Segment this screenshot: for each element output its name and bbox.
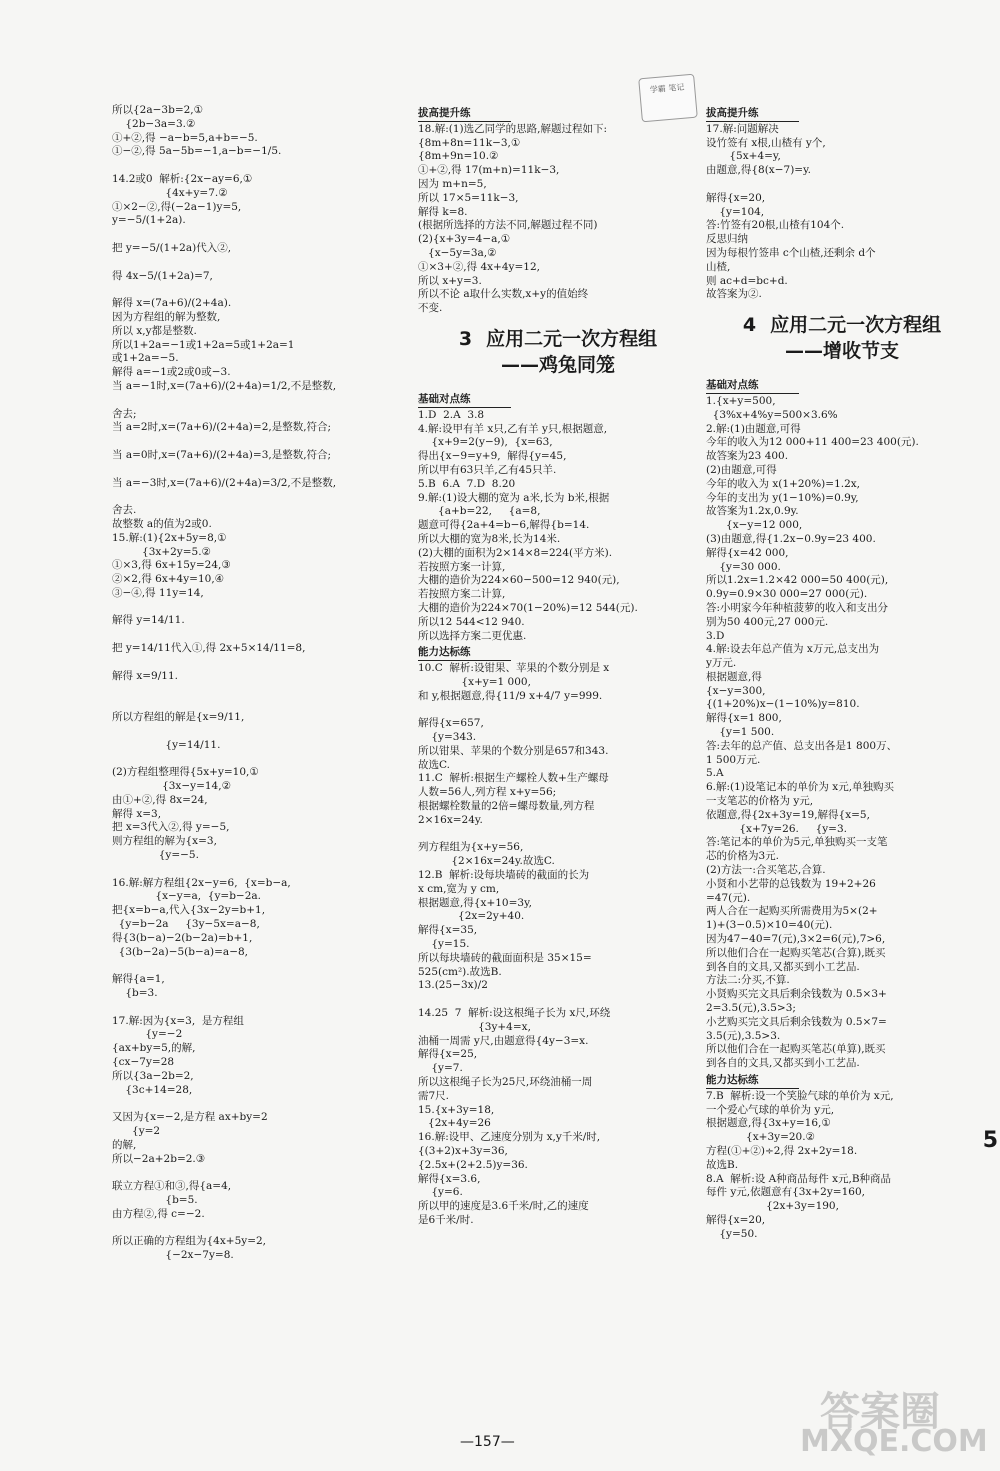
answer-line: {x−y=a, {y=b−2a. xyxy=(112,890,261,903)
answer-line: 8.A 解析:设 A种商品每件 x元,B种商品 xyxy=(706,1172,892,1185)
answer-line: 所以钳果、苹果的个数分别是657和343. xyxy=(418,744,609,757)
answer-line: 今年的支出为 y(1−10%)=0.9y, xyxy=(706,491,859,504)
answer-line: 所以他们合在一起购买笔芯(单算),既买 xyxy=(706,1043,886,1056)
answer-line: 10.C 解析:设钳果、苹果的个数分别是 x xyxy=(418,662,610,675)
answer-line: {2×16x=24y.故选C. xyxy=(418,855,555,868)
answer-line: 14.25 7 解析:设这根绳子长为 x尺,环绕 xyxy=(418,1007,611,1020)
answer-line xyxy=(112,1222,402,1236)
section-title-4 xyxy=(706,312,978,364)
answer-line: 反思归纳 xyxy=(706,233,748,246)
answer-line: ②×2,得 6x+4y=10,④ xyxy=(112,573,225,586)
answer-line: 9.解:(1)设大棚的宽为 a米,长为 b米,根据 xyxy=(418,491,610,504)
answer-line: {x+y=1 000, xyxy=(418,675,531,688)
answer-line: 方法二:分买,不算. xyxy=(706,974,790,987)
answer-line xyxy=(112,697,402,711)
answer-line xyxy=(112,601,402,615)
answer-line: 故选C. xyxy=(418,758,450,771)
answer-line: 所以大棚的宽为8米,长为14米. xyxy=(418,532,561,545)
answer-line: {y=343. xyxy=(418,731,477,744)
answer-line: {2x=2y+40. xyxy=(418,910,525,923)
answer-line: {2b−3a=3.② xyxy=(112,117,196,130)
answer-line: {2x+4y=26 xyxy=(418,1117,491,1130)
answer-line: 所以不论 a取什么实数,x+y的值始终 xyxy=(418,288,589,301)
column-2 xyxy=(418,104,698,1228)
answer-line xyxy=(112,752,402,766)
answer-line: 当 a=−1时,x=(7a+6)/(2+4a)=1/2,不是整数, xyxy=(112,379,337,392)
answer-line: 当 a=2时,x=(7a+6)/(2+4a)=2,是整数,符合; xyxy=(112,421,332,434)
answer-line: {3x−y=14,② xyxy=(112,780,231,793)
answer-line: {x−5y=3a,② xyxy=(418,246,497,259)
section-title-sub: ——鸡兔同笼 xyxy=(500,353,615,376)
answer-line: 12.B 解析:设每块墙砖的截面的长为 xyxy=(418,869,590,882)
answer-line xyxy=(112,228,402,242)
answer-line: 把{x=b−a,代入{3x−2y=b+1, xyxy=(112,904,266,917)
answer-line: 所以甲有63只羊,乙有45只羊. xyxy=(418,463,557,476)
answer-line: {4x+y=7.② xyxy=(112,186,228,199)
answer-line: 大棚的造价为224×70(1−20%)=12 544(元). xyxy=(418,601,638,614)
answer-line: 今年的收入为12 000+11 400=23 400(元). xyxy=(706,436,919,449)
watermark-logo: 答案圈 xyxy=(820,1389,940,1435)
answer-line: 解得{x=20, xyxy=(706,1213,766,1226)
answer-line: 因为47−40=7(元),3×2=6(元),7>6, xyxy=(706,933,886,946)
answer-line xyxy=(112,959,402,973)
answer-line: 17.解:因为{x=3, 是方程组 xyxy=(112,1014,244,1027)
answer-line: 所以 17×5=11k−3, xyxy=(418,191,519,204)
answer-line: 不变. xyxy=(418,302,443,315)
answer-line: ①−②,得 5a−5b=−1,a−b=−1/5. xyxy=(112,145,282,158)
answer-line: 把 y=14/11代入①,得 2x+5×14/11=8, xyxy=(112,642,306,655)
answer-line: {2.5x+(2+2.5)y=36. xyxy=(418,1158,528,1171)
answer-line: 4.解:设甲有羊 x只,乙有羊 y只,根据题意, xyxy=(418,422,608,435)
answer-line: {8m+8n=11k−3,① xyxy=(418,136,521,149)
answer-line: 则方程组的解为{x=3, xyxy=(112,835,217,848)
answer-line: 别为50 400元,27 000元. xyxy=(706,615,829,628)
answer-line xyxy=(418,828,698,842)
answer-line: 3.D xyxy=(706,629,725,642)
answer-line: {y=30 000. xyxy=(706,560,781,573)
answer-line: 根据题意,得{3x+y=16,① xyxy=(706,1117,831,1130)
page-number: —157— xyxy=(460,1434,515,1450)
answer-line: 根据题意,得 xyxy=(706,670,762,683)
answer-line: 答:去年的总产值、总支出各是1 800万、 xyxy=(706,739,898,752)
answer-line: 设竹签有 x根,山楂有 y个, xyxy=(706,136,826,149)
answer-line: 把 x=3代入②,得 y=−5, xyxy=(112,821,230,834)
answer-line: {x−y=300, xyxy=(706,684,766,697)
section-number: 3 xyxy=(458,327,473,350)
answer-line: 答:小明家今年种植菠萝的收入和支出分 xyxy=(706,601,889,614)
answer-line: 两人合在一起购买所需费用为5×(2+ xyxy=(706,905,878,918)
answer-line: 故答案为②. xyxy=(706,288,762,301)
stamp: 学霸 笔记 xyxy=(638,74,698,123)
answer-line: 由题意,得{8(x−7)=y. xyxy=(706,164,811,177)
answer-line: (2){x+3y=4−a,① xyxy=(418,233,511,246)
answer-line: 因为方程组的解为整数, xyxy=(112,310,221,323)
answer-line: ①+②,得 17(m+n)=11k−3, xyxy=(418,164,560,177)
answer-line: {y=b−2a {3y−5x=a−8, xyxy=(112,918,260,931)
answer-line: 得 4x−5/(1+2a)=7, xyxy=(112,269,213,282)
answer-line: {y=14/11. xyxy=(112,738,221,751)
answer-line: 所以每块墙砖的截面面积是 35×15= xyxy=(418,951,592,964)
answer-line: 所以{3a−2b=2, xyxy=(112,1069,194,1082)
answer-line: {a+b=22, {a=8, xyxy=(418,505,541,518)
answer-line: 18.解:(1)选乙同学的思路,解题过程如下: xyxy=(418,122,607,135)
answer-line: x cm,宽为 y cm, xyxy=(418,882,500,895)
answer-line: {y=2 xyxy=(112,1124,161,1137)
answer-line: 依题意,得{2x+3y=19,解得{x=5, xyxy=(706,808,870,821)
answer-line: 所以{2a−3b=2,① xyxy=(112,104,204,116)
answer-line: 解得 x=(7a+6)/(2+4a). xyxy=(112,297,232,310)
answer-line: 每件 y元,依题意有{3x+2y=160, xyxy=(706,1186,865,1199)
answer-line: 2.解:(1)由题意,可得 xyxy=(706,422,801,435)
answer-line: 列方程组为{x+y=56, xyxy=(418,841,524,854)
answer-line: 所以方程组的解是{x=9/11, xyxy=(112,711,245,724)
answer-line: 需7尺. xyxy=(418,1089,450,1102)
answer-line: 联立方程①和③,得{a=4, xyxy=(112,1180,232,1193)
answer-line: 1 500万元. xyxy=(706,753,761,766)
answer-line: 5.A xyxy=(706,767,724,780)
answer-line xyxy=(418,703,698,717)
answer-line: 因为 m+n=5, xyxy=(418,177,487,190)
answer-line xyxy=(112,683,402,697)
answer-line: {8m+9n=10.② xyxy=(418,150,499,163)
answer-line: 根据题意,得{x+10=3y, xyxy=(418,896,532,909)
answer-line: 解得{x=657, xyxy=(418,717,484,730)
answer-line: {y=104, xyxy=(706,205,765,218)
answer-line xyxy=(112,463,402,477)
section-title-main: 应用二元一次方程组 xyxy=(486,327,658,350)
answer-line: 是6千米/时. xyxy=(418,1213,474,1226)
answer-line: {3c+14=28, xyxy=(112,1083,193,1096)
column-1 xyxy=(112,104,402,1263)
section-number: 4 xyxy=(742,314,757,337)
answer-line: 今年的收入为 x(1+20%)=1.2x, xyxy=(706,477,861,490)
answer-line: {−2x−7y=8. xyxy=(112,1249,234,1262)
answer-line: 5.B 6.A 7.D 8.20 xyxy=(418,477,516,490)
answer-line xyxy=(418,993,698,1007)
answer-line: 到各自的文具,又都买到小工艺品. xyxy=(706,1057,860,1070)
answer-line: 由方程②,得 c=−2. xyxy=(112,1207,205,1220)
answer-line: {b=5. xyxy=(112,1193,198,1206)
answer-line: 解得{x=25, xyxy=(418,1048,478,1061)
answer-line: 得{3(b−a)−2(b−2a)=b+1, xyxy=(112,931,253,944)
answer-line: 15.{x+3y=18, xyxy=(418,1103,495,1116)
answer-line: 芯的价格为3元. xyxy=(706,850,780,863)
answer-line: 一个爱心气球的单价为 y元, xyxy=(706,1103,835,1116)
answer-line: 题意可得{2a+4=b−6,解得{b=14. xyxy=(418,519,590,532)
answer-line: {3%x+4%y=500×3.6% xyxy=(706,408,838,421)
answer-line: 小贤购买完文具后剩余钱数为 0.5×3+ xyxy=(706,988,887,1001)
answer-line: 1)+(3−0.5)×10=40(元). xyxy=(706,919,833,932)
answer-line: (根据所选择的方法不同,解题过程不同) xyxy=(418,219,598,232)
answer-line: 一支笔芯的价格为 y元, xyxy=(706,795,814,808)
answer-line xyxy=(112,1097,402,1111)
answer-line: 得出{x−9=y+9, 解得{y=45, xyxy=(418,450,567,463)
answer-line: 把 y=−5/(1+2a)代入②, xyxy=(112,241,232,254)
answer-line: 或1+2a=−5. xyxy=(112,352,179,365)
answer-line: {y=1 500. xyxy=(706,726,775,739)
answer-line: 所以选择方案二更优惠. xyxy=(418,629,527,642)
answer-line: 和 y,根据题意,得{11/9 x+4/7 y=999. xyxy=(418,689,603,702)
answer-line: {y=6. xyxy=(418,1186,463,1199)
answer-line: 小艺购买完文具后剩余钱数为 0.5×7= xyxy=(706,1015,887,1028)
answer-line: {3x+2y=5.② xyxy=(112,545,211,558)
answer-line: 解得{x=20, xyxy=(706,191,766,204)
answer-line: 答:竹签有20根,山楂有104个. xyxy=(706,219,845,232)
answer-line: ③−④,得 11y=14, xyxy=(112,586,204,599)
answer-line: 所以甲的速度是3.6千米/时,乙的速度 xyxy=(418,1200,589,1213)
answer-line: {x+3y=20.② xyxy=(706,1131,815,1144)
answer-line: 7.B 解析:设一个笑脸气球的单价为 x元, xyxy=(706,1089,894,1102)
answer-line: 所以−2a+2b=2.③ xyxy=(112,1152,206,1165)
answer-line: 则 ac+d=bc+d. xyxy=(706,274,788,287)
answer-line: 解得 x=9/11. xyxy=(112,669,178,682)
section-title-sub: ——增收节支 xyxy=(784,340,899,363)
answer-line: 人数=56人,列方程 x+y=56; xyxy=(418,786,557,799)
answer-line xyxy=(112,628,402,642)
answer-line: {y=−5. xyxy=(112,849,199,862)
answer-line: 所以12 544<12 940. xyxy=(418,615,525,628)
subsection-heading: 能力达标练 xyxy=(418,646,511,661)
answer-line: (2)方程组整理得{5x+y=10,① xyxy=(112,766,259,779)
answer-line: 的解, xyxy=(112,1138,137,1151)
answer-line: 因为每根竹签串 c个山楂,还剩余 d个 xyxy=(706,246,876,259)
answer-line: ①×3,得 6x+15y=24,③ xyxy=(112,559,231,572)
answer-line: =47(元). xyxy=(706,891,751,904)
answer-line: 所以1.2x=1.2×42 000=50 400(元), xyxy=(706,574,889,587)
answer-line: {y=15. xyxy=(418,938,470,951)
answer-line: 4.解:设去年总产值为 x万元,总支出为 xyxy=(706,643,880,656)
answer-line: 解得{x=42 000, xyxy=(706,546,789,559)
answer-line: 山楂, xyxy=(706,260,731,273)
answer-line xyxy=(112,256,402,270)
answer-line: 16.解:解方程组{2x−y=6, {x=b−a, xyxy=(112,876,291,889)
answer-line xyxy=(112,159,402,173)
column-3 xyxy=(706,104,978,1242)
answer-line: 若按照方案一计算, xyxy=(418,560,506,573)
answer-line: 6.解:(1)设笔记本的单价为 x元,单独购买 xyxy=(706,781,895,794)
answer-line: 由①+②,得 8x=24, xyxy=(112,793,208,806)
answer-line: (2)大棚的面积为2×14×8=224(平方米). xyxy=(418,546,613,559)
answer-line: {x+9=2(y−9), {x=63, xyxy=(418,436,553,449)
answer-line: 2=3.5(元),3.5>3; xyxy=(706,1002,796,1015)
subsection-heading: 拔高提升练 xyxy=(418,107,511,122)
answer-line: {b=3. xyxy=(112,987,158,999)
answer-line: {y=50. xyxy=(706,1227,758,1240)
answer-line: 17.解:问题解决 xyxy=(706,122,779,135)
answer-line: 所以1+2a=−1或1+2a=5或1+2a=1 xyxy=(112,338,295,351)
answer-line: 所以这根绳子长为25尺,环绕油桶一周 xyxy=(418,1076,593,1088)
answer-line: 所以他们合在一起购买笔芯(合算),既买 xyxy=(706,946,886,959)
answer-line: 13.(25−3x)/2 xyxy=(418,979,488,992)
answer-line: ①+②,得 −a−b=5,a+b=−5. xyxy=(112,131,258,144)
answer-line: 0.9y=0.9×30 000=27 000(元). xyxy=(706,588,868,601)
answer-line: 解得{x=1 800, xyxy=(706,712,782,725)
answer-line: 解得{a=1, xyxy=(112,973,165,986)
answer-line: (2)由题意,可得 xyxy=(706,463,777,476)
answer-line: 解得 y=14/11. xyxy=(112,614,185,627)
answer-line: {(3+2)x+3y=36, xyxy=(418,1144,508,1157)
answer-line: 525(cm²).故选B. xyxy=(418,965,502,978)
answer-line: 当 a=−3时,x=(7a+6)/(2+4a)=3/2,不是整数, xyxy=(112,476,337,489)
answer-line: 16.解:设甲、乙速度分别为 x,y千米/时, xyxy=(418,1131,601,1144)
answer-line: 故答案为23 400. xyxy=(706,450,789,463)
answer-line: {(1+20%)x−(1−10%)y=810. xyxy=(706,698,860,711)
answer-line xyxy=(112,1166,402,1180)
answer-line: 2×16x=24y. xyxy=(418,813,483,826)
answer-line: 所以 x,y都是整数. xyxy=(112,324,197,337)
answer-line xyxy=(112,863,402,877)
answer-line xyxy=(112,725,402,739)
answer-line: {x−y=12 000, xyxy=(706,519,803,532)
answer-line: 又因为{x=−2,是方程 ax+by=2 xyxy=(112,1111,268,1124)
answer-line: 1.{x+y=500, xyxy=(706,394,776,407)
answer-line: ①×3+②,得 4x+4y=12, xyxy=(418,260,540,273)
answer-line: 解得{x=35, xyxy=(418,924,478,937)
answer-line: y万元. xyxy=(706,657,737,670)
answer-line: 小贤和小艺带的总钱数为 19+2+26 xyxy=(706,877,876,890)
answer-line: {x+7y=26. {y=3. xyxy=(706,822,848,835)
answer-line xyxy=(112,1001,402,1015)
answer-line: 舍去. xyxy=(112,504,137,517)
chapter-tab-mark: 5 xyxy=(982,1128,998,1153)
answer-line: 所以 x+y=3. xyxy=(418,274,482,287)
answer-line: 到各自的文具,又都买到小工艺品. xyxy=(706,960,860,973)
answer-line xyxy=(112,490,402,504)
answer-line: 故选B. xyxy=(706,1158,739,1171)
answer-line: 所以正确的方程组为{4x+5y=2, xyxy=(112,1235,267,1248)
answer-line xyxy=(112,656,402,670)
answer-line: ①×2−②,得(−2a−1)y=5, xyxy=(112,200,242,213)
answer-line: 解得 x=3, xyxy=(112,807,162,820)
answer-line: (2)方法一:合买笔芯,合算. xyxy=(706,864,826,877)
answer-line: 11.C 解析:根据生产螺栓人数+生产螺母 xyxy=(418,772,609,785)
answer-line: {5x+4=y, xyxy=(706,150,781,163)
answer-line: 解得 k=8. xyxy=(418,205,468,218)
answer-line: {y=−2 xyxy=(112,1028,183,1041)
answer-line: 3.5(元),3.5>3. xyxy=(706,1029,781,1042)
answer-line: 当 a=0时,x=(7a+6)/(2+4a)=3,是整数,符合; xyxy=(112,448,332,461)
subsection-heading: 基础对点练 xyxy=(418,393,511,408)
answer-line xyxy=(112,435,402,449)
answer-line xyxy=(706,178,978,192)
answer-line: 根据螺栓数量的2倍=螺母数量,列方程 xyxy=(418,800,595,813)
subsection-heading: 能力达标练 xyxy=(706,1074,799,1089)
answer-line: {3y+4=x, xyxy=(418,1020,531,1033)
answer-line xyxy=(112,283,402,297)
answer-line: 1.D 2.A 3.8 xyxy=(418,408,485,421)
answer-line: 方程(①+②)÷2,得 2x+2y=18. xyxy=(706,1144,858,1157)
answer-line: 答:笔记本的单价为5元,单独购买一支笔 xyxy=(706,836,888,849)
answer-line: 大棚的造价为224×60−500=12 940(元), xyxy=(418,574,620,587)
answer-line: y=−5/(1+2a). xyxy=(112,214,186,227)
answer-line xyxy=(112,394,402,408)
answer-line: {2x+3y=190, xyxy=(706,1200,839,1213)
watermark-url: MXQE.COM xyxy=(800,1424,988,1459)
answer-line: 故整数 a的值为2或0. xyxy=(112,517,212,530)
answer-line: 故答案为1.2x,0.9y. xyxy=(706,505,799,518)
section-title-3 xyxy=(418,326,698,378)
answer-line: 舍去; xyxy=(112,407,137,420)
answer-line: 15.解:(1){2x+5y=8,① xyxy=(112,531,227,544)
answer-line: {y=7. xyxy=(418,1062,463,1075)
subsection-heading: 拔高提升练 xyxy=(706,107,799,122)
answer-line: 油桶一周需 y尺,由题意得{4y−3=x. xyxy=(418,1034,589,1047)
answer-line: {3(b−2a)−5(b−a)=a−8, xyxy=(112,945,249,958)
answer-line: {cx−7y=28 xyxy=(112,1055,175,1068)
answer-line: (3)由题意,得{1.2x−0.9y=23 400. xyxy=(706,532,876,545)
section-title-main: 应用二元一次方程组 xyxy=(770,314,942,337)
answer-line: {ax+by=5,的解, xyxy=(112,1042,196,1055)
answer-line: 若按照方案二计算, xyxy=(418,588,506,601)
answer-line: 解得{x=3.6, xyxy=(418,1172,481,1185)
answer-line: 14.2或0 解析:{2x−ay=6,① xyxy=(112,172,253,185)
answer-line: 解得 a=−1或2或0或−3. xyxy=(112,366,231,379)
subsection-heading: 基础对点练 xyxy=(706,379,799,394)
